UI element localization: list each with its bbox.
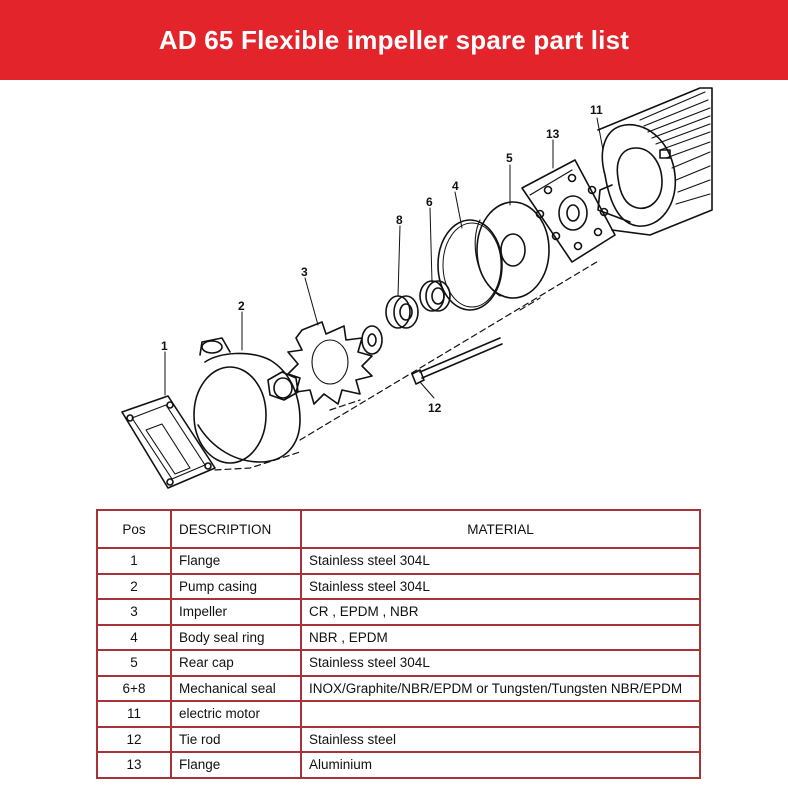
header-material: MATERIAL: [301, 510, 700, 548]
flexible-impeller: [288, 322, 382, 404]
mechanical-seal-fixed: [420, 281, 450, 311]
table-row: [97, 599, 700, 625]
body-seal-ring: [438, 220, 502, 310]
cell-description: Impeller: [171, 599, 301, 625]
callout-leader-lines: [165, 118, 603, 398]
mechanical-seal-rotating: [386, 296, 418, 328]
cell-pos: 3: [97, 599, 171, 625]
cell-material: Aluminium: [301, 752, 700, 778]
electric-motor: [598, 88, 712, 235]
exploded-view-svg: [0, 80, 788, 505]
callout-4: 4: [452, 179, 459, 193]
table-row: [97, 650, 700, 676]
cell-description: electric motor: [171, 701, 301, 727]
callout-11: 11: [590, 103, 603, 117]
adapter-flange: [522, 160, 615, 262]
table-row: [97, 752, 700, 778]
pump-casing: [194, 338, 300, 463]
callout-3: 3: [301, 265, 308, 279]
cell-pos: 13: [97, 752, 171, 778]
cell-pos: 1: [97, 548, 171, 574]
cell-material: INOX/Graphite/NBR/EPDM or Tungsten/Tungsten NBR/EPDM: [301, 676, 700, 702]
tie-rod: [412, 338, 502, 384]
cell-material: CR , EPDM , NBR: [301, 599, 700, 625]
cell-material: [301, 701, 700, 727]
callout-8: 8: [396, 213, 403, 227]
cell-pos: 6+8: [97, 676, 171, 702]
cell-pos: 11: [97, 701, 171, 727]
callout-6: 6: [426, 195, 433, 209]
table-row: [97, 676, 700, 702]
table-row: [97, 701, 700, 727]
cell-material: Stainless steel: [301, 727, 700, 753]
assembly-axis-lines: [215, 260, 600, 470]
cell-pos: 2: [97, 574, 171, 600]
cell-description: Mechanical seal: [171, 676, 301, 702]
header-pos: Pos: [97, 510, 171, 548]
cell-description: Pump casing: [171, 574, 301, 600]
exploded-view-drawing: [0, 80, 788, 505]
cell-pos: 4: [97, 625, 171, 651]
callout-12: 12: [428, 401, 442, 415]
table-row: [97, 625, 700, 651]
table-header-row: [97, 510, 700, 548]
rear-cap: [475, 202, 549, 298]
table-row: [97, 727, 700, 753]
header-description: DESCRIPTION: [171, 510, 301, 548]
callout-5: 5: [506, 151, 513, 165]
table-row: [97, 548, 700, 574]
page-title: AD 65 Flexible impeller spare part list: [158, 24, 630, 55]
callout-13: 13: [546, 127, 560, 141]
cell-pos: 5: [97, 650, 171, 676]
callout-2: 2: [238, 299, 245, 313]
cell-description: Flange: [171, 548, 301, 574]
cell-description: Tie rod: [171, 727, 301, 753]
cell-pos: 12: [97, 727, 171, 753]
table-row: [97, 574, 700, 600]
cell-material: NBR , EPDM: [301, 625, 700, 651]
cell-material: Stainless steel 304L: [301, 548, 700, 574]
callout-1: 1: [161, 339, 168, 353]
cell-material: Stainless steel 304L: [301, 574, 700, 600]
cell-material: Stainless steel 304L: [301, 650, 700, 676]
title-banner: [0, 0, 788, 80]
cell-description: Flange: [171, 752, 301, 778]
cell-description: Rear cap: [171, 650, 301, 676]
spare-parts-table: [96, 509, 701, 779]
cell-description: Body seal ring: [171, 625, 301, 651]
